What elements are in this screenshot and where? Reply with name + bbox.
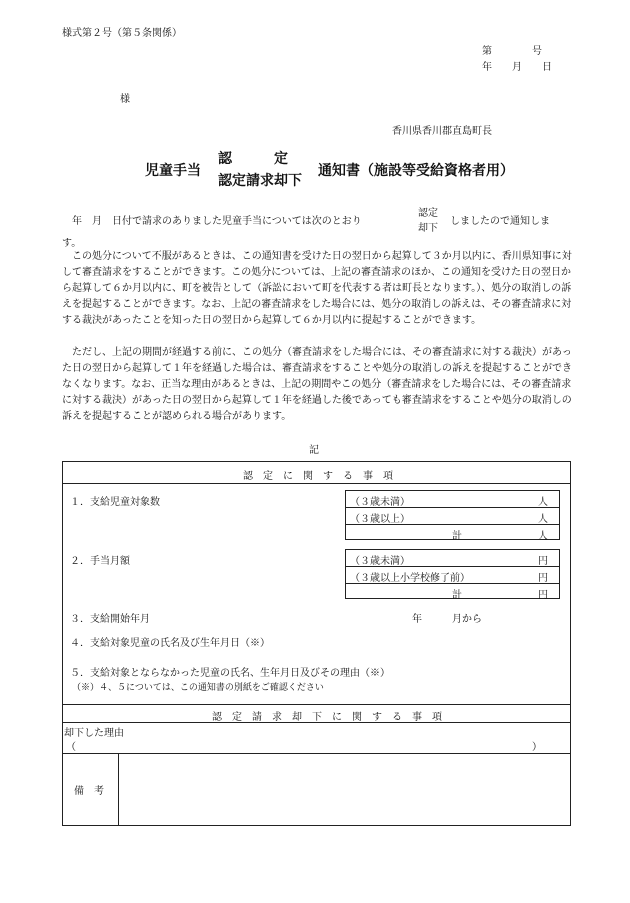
item2-row2-unit: 円 xyxy=(538,573,548,584)
item1-label: １．支給児童対象数 xyxy=(70,497,160,508)
intro-after: しましたので通知しま xyxy=(450,216,550,227)
item2-row2-name: （３歳以上小学校修了前） xyxy=(350,573,470,584)
paren-open: （ xyxy=(66,742,76,753)
item4-label: ４．支給対象児童の氏名及び生年月日（※） xyxy=(70,638,270,649)
rejection-reason-label: 却下した理由 xyxy=(64,728,124,739)
section-recognition-header: 認 定 に 関 す る 事 項 xyxy=(243,471,393,482)
item1-row1-name: （３歳未満） xyxy=(350,497,410,508)
item1-row2-unit: 人 xyxy=(538,514,548,525)
title-suffix: 通知書（施設等受給資格者用） xyxy=(318,163,514,179)
item5-label: ５．支給対象とならなかった児童の氏名、生年月日及びその理由（※） xyxy=(70,668,390,679)
title-option-top: 認 定 xyxy=(218,151,288,167)
remarks-field xyxy=(119,754,570,825)
item3-value: 年 月から xyxy=(412,614,482,625)
item1-row1-unit: 人 xyxy=(538,497,548,508)
intro-before: 年 月 日付で請求のありました児童手当については次のとおり xyxy=(72,216,362,227)
intro-option-bottom: 却下 xyxy=(418,223,438,234)
intro-option-top: 認定 xyxy=(418,208,438,219)
number-label: 第 号 xyxy=(482,46,542,57)
ki-label: 記 xyxy=(309,445,319,456)
note: （※）４、５については、この通知書の別紙をご確認ください xyxy=(72,683,324,693)
issuer: 香川県香川郡直島町長 xyxy=(392,126,492,137)
form-label: 様式第２号（第５条関係） xyxy=(62,28,182,39)
title-option-bottom: 認定請求却下 xyxy=(218,173,302,189)
item1-total-unit: 人 xyxy=(538,531,548,542)
addressee-suffix: 様 xyxy=(120,94,130,105)
item2-row1-unit: 円 xyxy=(538,556,548,567)
intro-wrap: す。 xyxy=(62,238,82,249)
paragraph-appeal: この処分について不服があるときは、この通知書を受けた日の翌日から起算して３か月以内に、香川県知事に対して審査請求をすることができます。この処分については、上記の審査請求のほか、この通知を受けた日の翌日から起算して６か月以内に、町を被告として（訴訟において町を代表する者は町長となります。）、処分の取消しの訴えを提起することができます。なお、上記の審査請求をした場合には、処分の取消しの訴えは、その審査請求に対する裁決があったことを知った日の翌日から起算して６か月以内に提起することができます。 xyxy=(62,251,572,326)
item1-total-label: 計 xyxy=(452,531,462,542)
paragraph-proviso: ただし、上記の期間が経過する前に、この処分（審査請求をした場合には、その審査請求に対する裁決）があった日の翌日から起算して１年を経過した場合は、審査請求をすることや処分の取消しの訴えを提起することができなくなります。なお、正当な理由があるときは、上記の期間やこの処分（審査請求をした場合には、その審査請求に対する裁決）があった日の翌日から起算して１年を経過した後であっても審査請求をすることや処分の取消しの訴えを提起することが認められる場合があります。 xyxy=(62,347,572,422)
date-label: 年 月 日 xyxy=(482,62,552,73)
remarks-label: 備 考 xyxy=(74,786,104,797)
item2-label: ２．手当月額 xyxy=(70,556,130,567)
item2-total-unit: 円 xyxy=(538,590,548,601)
item3-label: ３．支給開始年月 xyxy=(70,614,150,625)
item2-row1-name: （３歳未満） xyxy=(350,556,410,567)
paren-close: ） xyxy=(532,742,542,753)
item1-row2-name: （３歳以上） xyxy=(350,514,410,525)
section-rejection-header: 認 定 請 求 却 下 に 関 す る 事 項 xyxy=(212,712,442,723)
title-prefix: 児童手当 xyxy=(145,163,201,179)
item2-total-label: 計 xyxy=(452,590,462,601)
